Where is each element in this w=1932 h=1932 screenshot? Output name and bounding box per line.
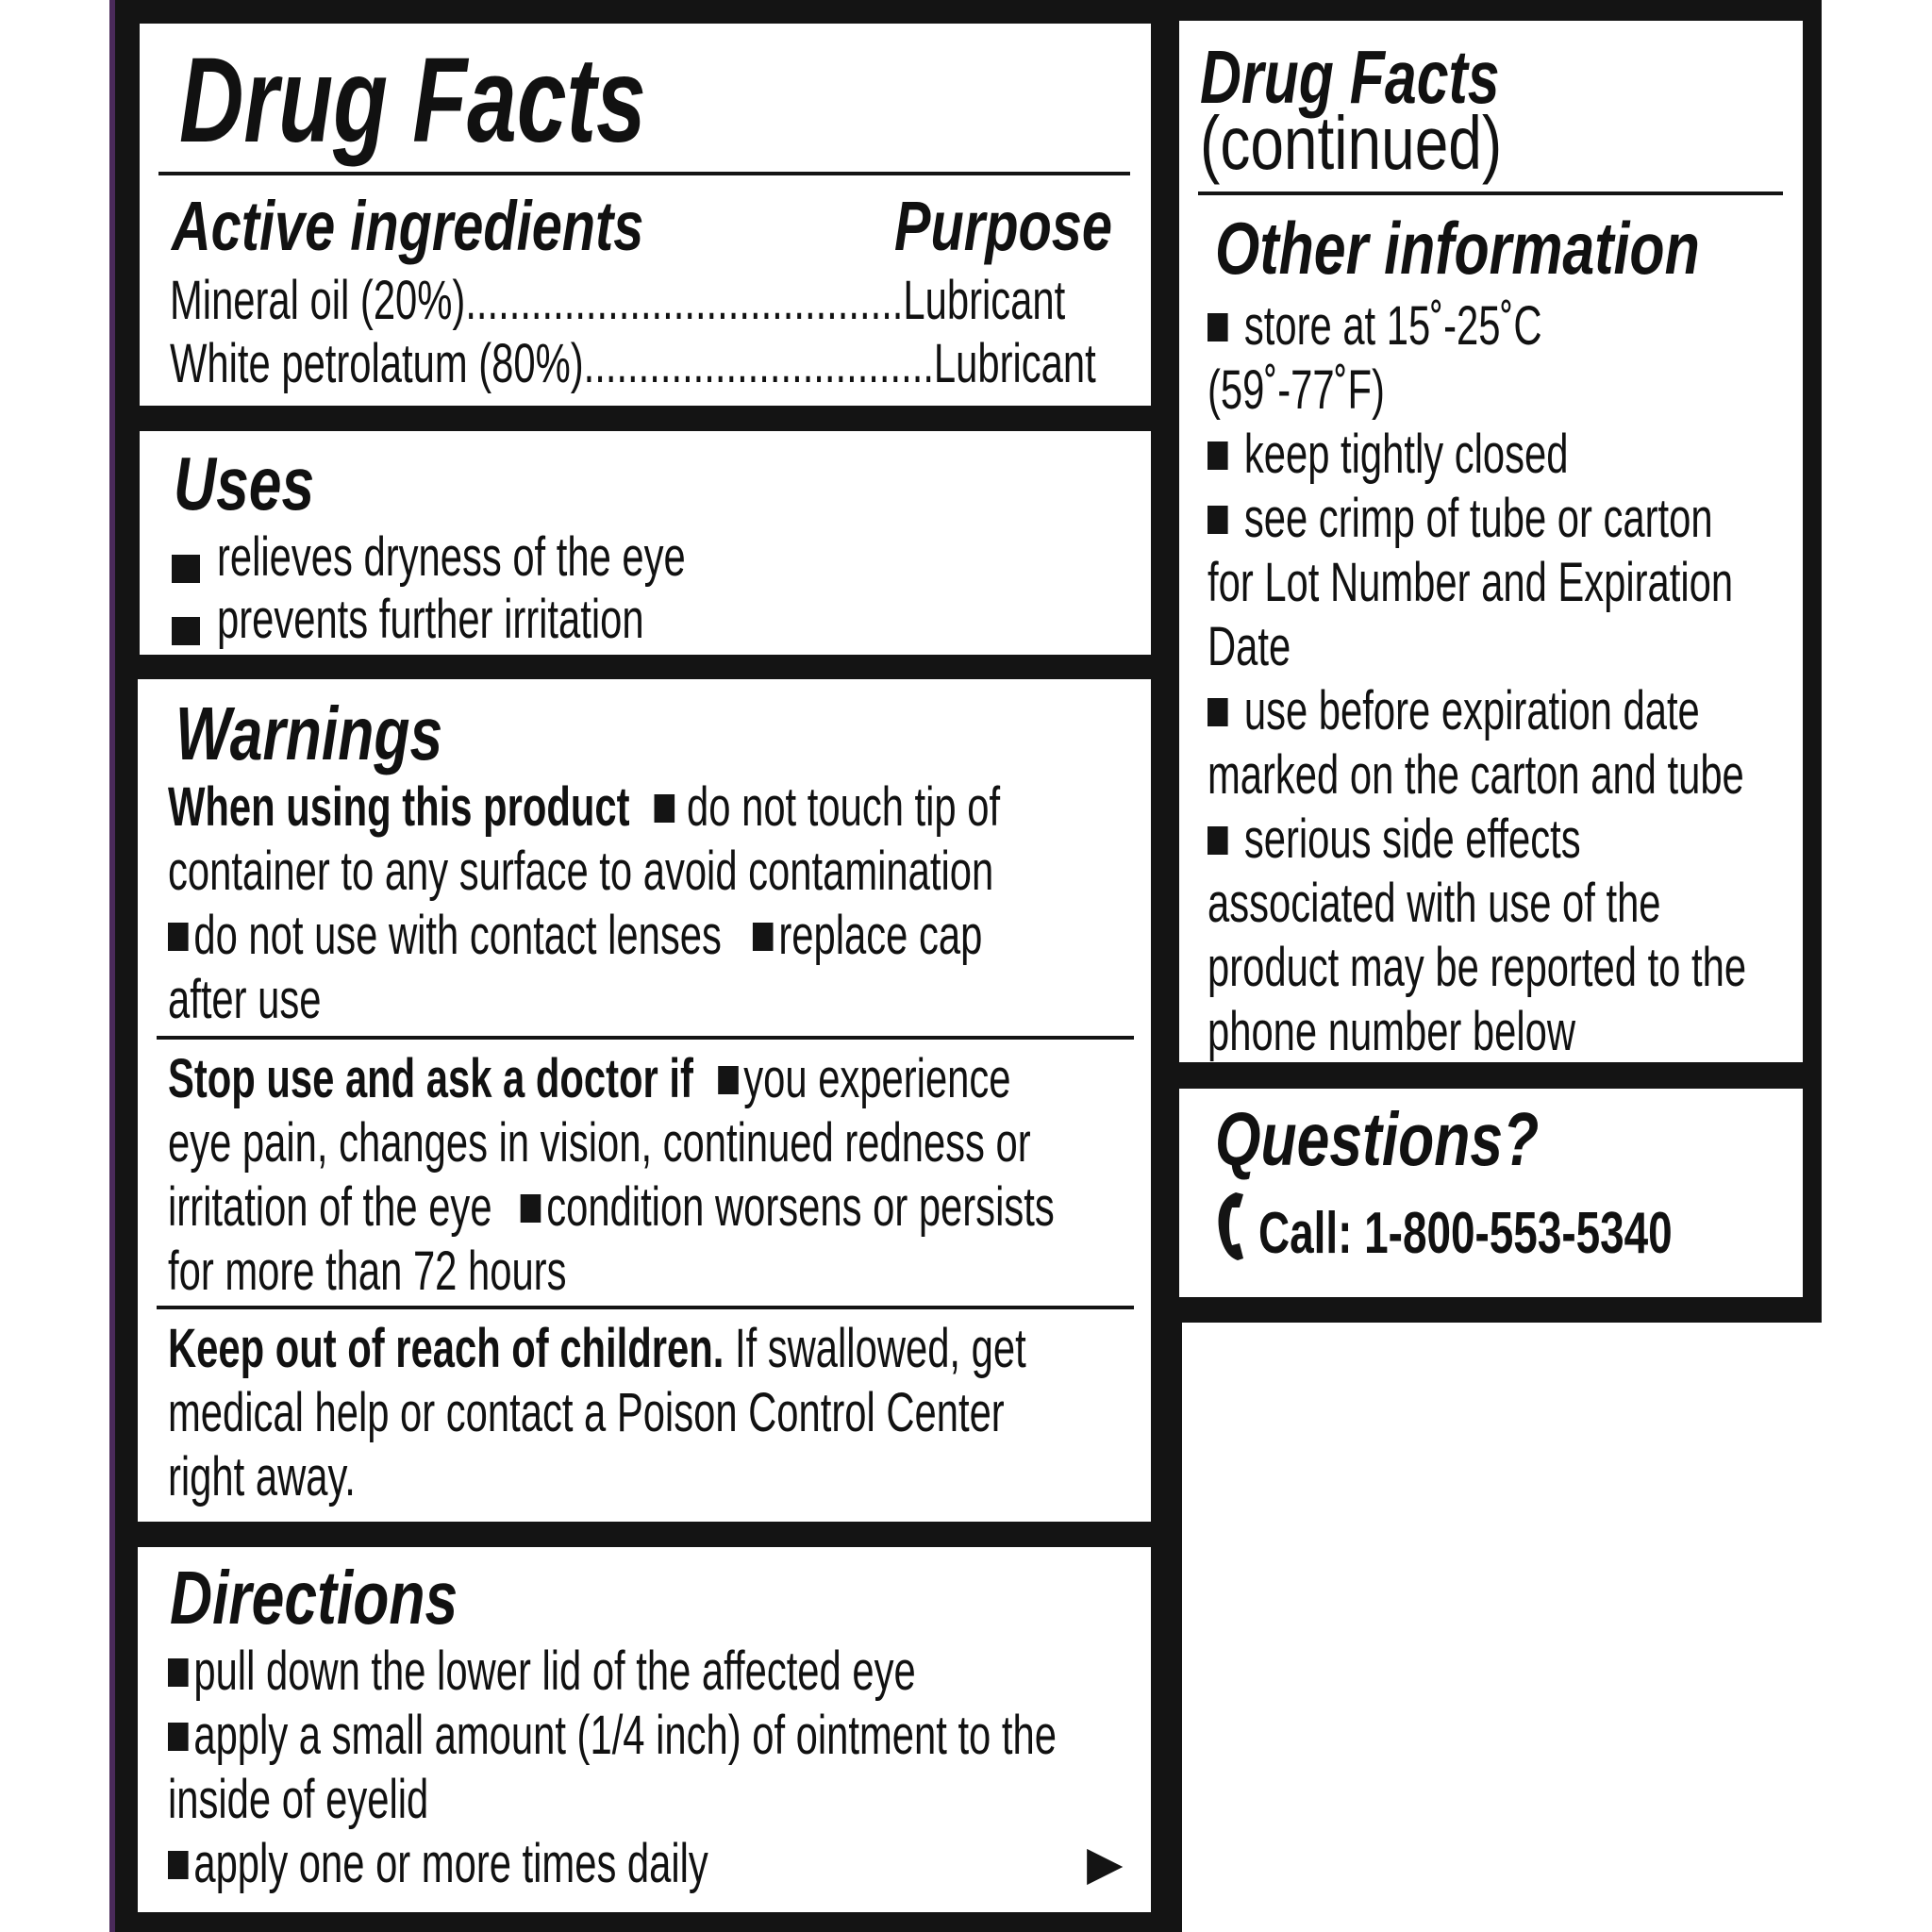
bullet-square-icon xyxy=(172,617,200,645)
purpose-heading: Purpose xyxy=(894,187,1112,265)
other-information-line: serious side effects xyxy=(1208,808,1725,871)
list-item: apply a small amount (1/4 inch) of ointment to the xyxy=(168,1704,1402,1767)
list-item: pull down the lower lid of the affected eye xyxy=(168,1640,1207,1703)
bullet-square-icon xyxy=(168,1723,189,1751)
section-divider xyxy=(157,1036,1134,1040)
bullet-square-icon xyxy=(654,794,675,823)
active-ingredients-heading: Active ingredients xyxy=(172,187,644,265)
directions-heading: Directions xyxy=(170,1556,458,1640)
when-using-label: When using this product xyxy=(168,776,630,838)
title-divider xyxy=(1198,192,1783,195)
bullet-square-icon xyxy=(1208,441,1228,470)
bullet-square-icon xyxy=(168,1658,189,1687)
bullet-square-icon xyxy=(168,923,189,951)
keep-out-label: Keep out of reach of children. xyxy=(168,1318,724,1379)
drug-facts-title: Drug Facts xyxy=(179,33,646,168)
ingredient-name: Mineral oil (20%) xyxy=(170,270,466,331)
continued-title: Drug Facts xyxy=(1200,35,1500,119)
warnings-panel: Warnings When using this product do not touch tip of container to any surface to avoid contamination do not use with contact lenses replace cap after use Stop use and ask a doctor if you experience eye pain, changes in vision, continued redness or irritation of the eye condition worsens or persists for more than 72 hours Keep out of reach of children. If swallowed, get medical help or contact a Poison Control Center right away. xyxy=(138,679,1151,1522)
other-information-line: (59˚-77˚F) xyxy=(1208,359,1385,421)
bullet-square-icon xyxy=(172,555,200,583)
list-item: prevents further irritation xyxy=(172,588,810,651)
leader-dots: ................................ xyxy=(583,333,934,394)
directions-panel: Directions pull down the lower lid of the affected eye apply a small amount (1/4 inch) of ointment to the inside of eyelid apply one or more times daily ▶ xyxy=(138,1547,1151,1912)
other-information-panel xyxy=(1179,21,1803,1062)
ingredient-name: White petrolatum (80%) xyxy=(170,333,584,394)
other-information-line: store at 15˚-25˚C xyxy=(1208,294,1672,358)
bullet-square-icon xyxy=(1208,826,1228,855)
ingredient-purpose: Lubricant xyxy=(903,270,1066,331)
questions-heading: Questions? xyxy=(1215,1097,1540,1181)
bullet-square-icon xyxy=(168,1851,189,1879)
bullet-square-icon xyxy=(1208,698,1228,726)
section-divider xyxy=(157,1306,1134,1309)
phone-icon xyxy=(1215,1191,1247,1262)
questions-panel xyxy=(1179,1089,1803,1297)
other-information-line: Date xyxy=(1208,616,1291,677)
continued-subtitle: (continued) xyxy=(1200,101,1503,185)
uses-heading: Uses xyxy=(174,441,315,525)
call-number: Call: 1-800-553-5340 xyxy=(1258,1201,1673,1266)
bullet-square-icon xyxy=(521,1194,541,1223)
other-information-line: keep tightly closed xyxy=(1208,423,1708,486)
other-information-line: product may be reported to the xyxy=(1208,937,1747,998)
uses-panel xyxy=(140,431,1151,655)
ingredient-purpose: Lubricant xyxy=(933,333,1096,394)
list-item: relieves dryness of the eye xyxy=(172,525,868,589)
continue-arrow-icon: ▶ xyxy=(1087,1837,1124,1890)
list-item: apply one or more times daily xyxy=(168,1832,919,1895)
other-information-line: see crimp of tube or carton xyxy=(1208,487,1909,550)
bullet-square-icon xyxy=(753,923,774,951)
bullet-square-icon xyxy=(1208,506,1228,534)
bullet-square-icon xyxy=(1208,313,1228,341)
active-ingredients-panel xyxy=(140,24,1151,406)
other-information-line: use before expiration date xyxy=(1208,679,1891,742)
other-information-line: associated with use of the xyxy=(1208,873,1661,934)
leader-dots: ........................................ xyxy=(465,270,904,331)
other-information-line: phone number below xyxy=(1208,1001,1576,1062)
title-divider xyxy=(158,172,1130,175)
stop-use-label: Stop use and ask a doctor if xyxy=(168,1048,693,1109)
other-information-line: for Lot Number and Expiration xyxy=(1208,552,1734,613)
bullet-square-icon xyxy=(718,1066,739,1094)
other-information-heading: Other information xyxy=(1215,207,1700,290)
other-information-line: marked on the carton and tube xyxy=(1208,744,1744,806)
warnings-heading: Warnings xyxy=(175,691,443,775)
